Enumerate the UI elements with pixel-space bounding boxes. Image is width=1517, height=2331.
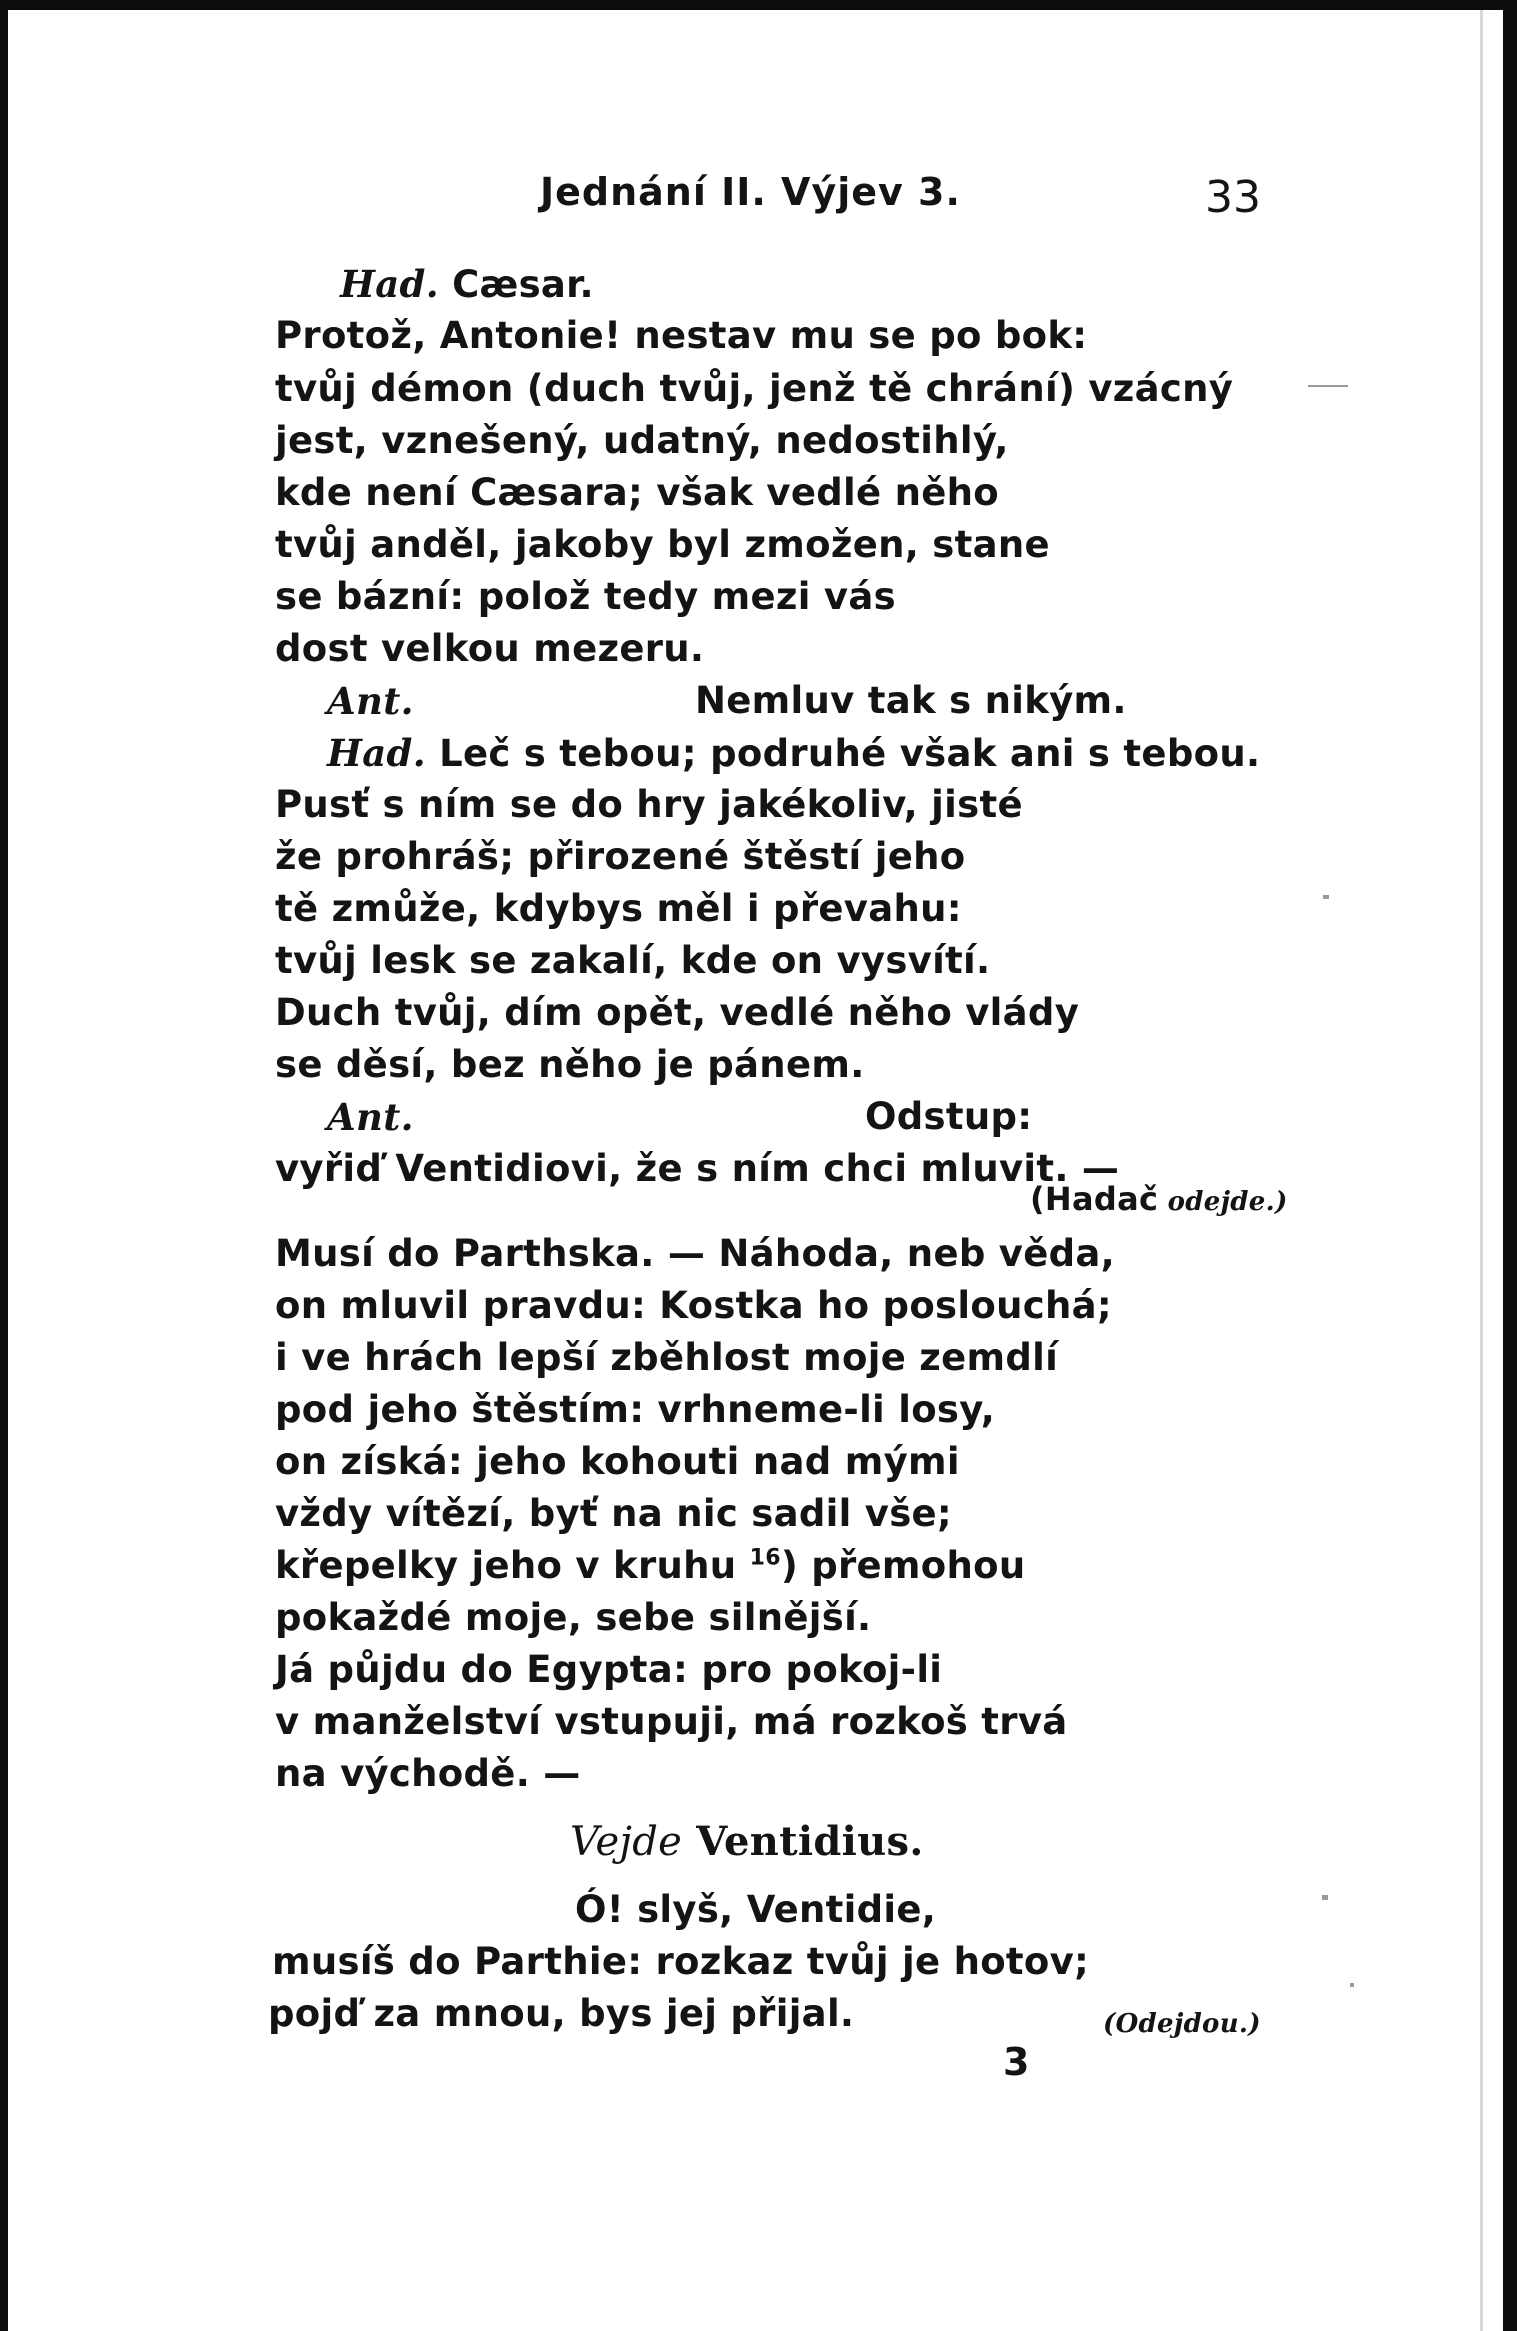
text-line: Musí do Parthska. — Náhoda, neb věda, [275, 1232, 1116, 1275]
text-line: on mluvil pravdu: Kostka ho poslouchá; [275, 1284, 1112, 1327]
text-line: pojď za mnou, bys jej přijal. [268, 1992, 855, 2035]
character-name: Ventidius. [682, 1818, 924, 1865]
text-line: vyřiď Ventidiovi, že s ním chci mluvit. — [275, 1147, 1120, 1190]
text-line: Ó! slyš, Ventidie, [575, 1888, 937, 1931]
stage-direction-name: (Hadač [1030, 1180, 1159, 1218]
text-line [340, 262, 594, 306]
speaker-name: Had. [327, 731, 426, 775]
text-line: pod jeho štěstím: vrhneme-li losy, [275, 1388, 996, 1431]
speech-text: ) přemohou [780, 1544, 1026, 1587]
text-line: tvůj démon (duch tvůj, jenž tě chrání) vzácný [275, 367, 1234, 410]
text-line: dost velkou mezeru. [275, 627, 705, 670]
stage-direction [1103, 1998, 1261, 2041]
scan-speck [1350, 1983, 1354, 1987]
speaker-line [327, 1095, 414, 1139]
speech-text: Cæsar. [438, 263, 594, 306]
text-line: i ve hrách lepší zběhlost moje zemdlí [275, 1336, 1059, 1379]
scan-speck [1322, 1895, 1328, 1900]
text-line: on získá: jeho kohouti nad mými [275, 1440, 960, 1483]
footnote-marker: 16 [749, 1545, 781, 1571]
speech-text: Leč s tebou; podruhé však ani s tebou. [425, 732, 1261, 775]
stage-direction-text: (Odejdou.) [1103, 2009, 1261, 2039]
text-line: musíš do Parthie: rozkaz tvůj je hotov; [272, 1940, 1090, 1983]
speech-text: křepelky jeho v kruhu [275, 1544, 750, 1587]
speaker-name [327, 679, 414, 723]
text-line: Já půjdu do Egypta: pro pokoj-li [275, 1648, 943, 1691]
stage-direction-text: odejde.) [1158, 1187, 1288, 1217]
scan-speck [1308, 385, 1348, 387]
running-head: Jednání II. Výjev 3. [540, 170, 961, 214]
text-line: tvůj lesk se zakalí, kde on vysvítí. [275, 939, 991, 982]
text-line: tvůj anděl, jakoby byl zmožen, stane [275, 523, 1050, 566]
text-line: na východě. — [275, 1752, 581, 1795]
text-line [327, 731, 1260, 775]
printer-signature: 3 [1003, 2040, 1030, 2084]
text-line: Odstup: [865, 1095, 1033, 1138]
text-line: jest, vznešený, udatný, nedostihlý, [275, 419, 1009, 462]
text-line: Duch tvůj, dím opět, vedlé něho vlády [275, 991, 1080, 1034]
text-line: v manželství vstupuji, má rozkoš trvá [275, 1700, 1068, 1743]
entrance-direction [570, 1818, 924, 1865]
text-line: Protož, Antonie! nestav mu se po bok: [275, 314, 1088, 357]
text-line: tě zmůže, kdybys měl i převahu: [275, 887, 962, 930]
text-line: že prohráš; přirozené štěstí jeho [275, 835, 966, 878]
text-line: se děsí, bez něho je pánem. [275, 1043, 865, 1086]
stage-direction-text: Vejde [570, 1819, 683, 1865]
text-line: kde není Cæsara; však vedlé něho [275, 471, 999, 514]
text-line: Pusť s ním se do hry jakékoliv, jisté [275, 783, 1023, 826]
speaker-name: Ant. [327, 679, 414, 723]
text-line [275, 1544, 1026, 1587]
text-line: pokaždé moje, sebe silnější. [275, 1596, 872, 1639]
text-line: vždy vítězí, byť na nic sadil vše; [275, 1492, 953, 1535]
stage-direction [1030, 1176, 1288, 1219]
text-line: Nemluv tak s nikým. [695, 679, 1127, 722]
scan-speck [1323, 895, 1329, 899]
speaker-name: Ant. [327, 1095, 414, 1139]
page-number: 33 [1205, 172, 1261, 223]
text-line: se bázní: polož tedy mezi vás [275, 575, 896, 618]
speaker-name: Had. [340, 262, 439, 306]
